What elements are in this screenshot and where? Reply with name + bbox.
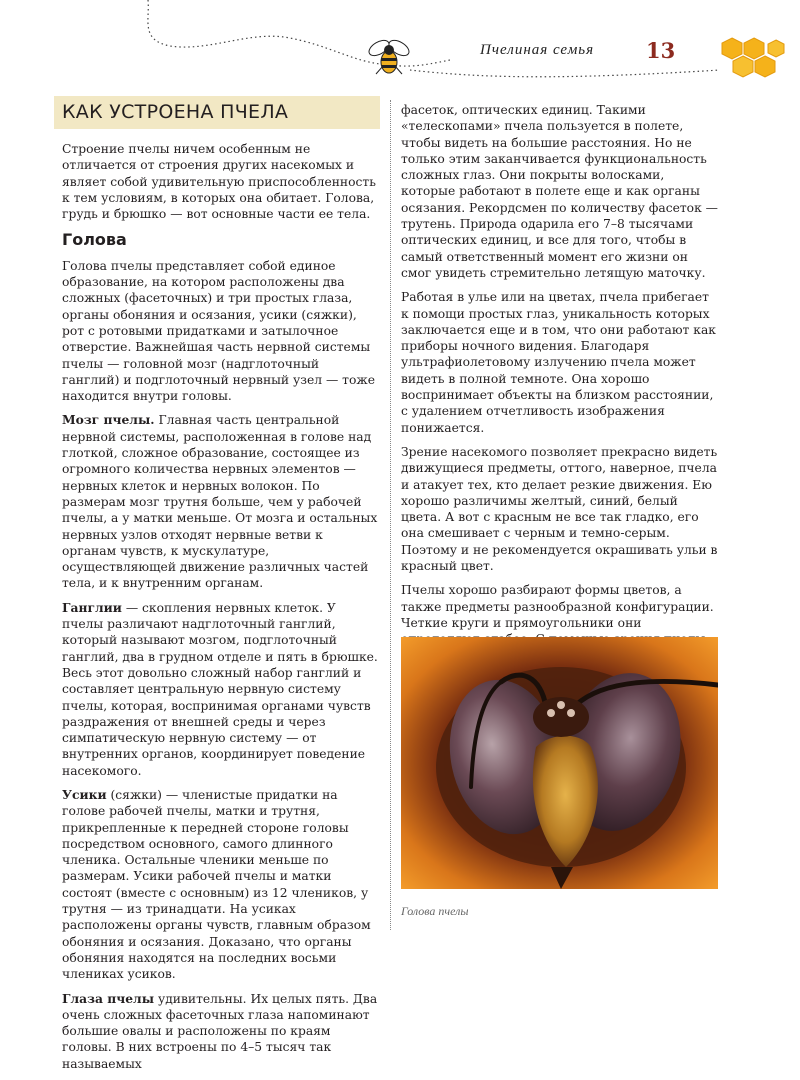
article-title: КАК УСТРОЕНА ПЧЕЛА [62, 101, 289, 124]
paragraph-eyes [62, 991, 380, 1072]
intro-paragraph: Строение пчелы ничем особенным не отличается от строения других насекомых и являет собой удивительную приспособленность к тем условиям, в которых она обитает. Голова, грудь и брюшко — вот основные части ее тела. [62, 142, 376, 222]
bee-head-photo [401, 637, 718, 889]
section-heading: Голова [62, 230, 127, 250]
flight-path-dotted-line [148, 0, 450, 66]
flight-path-line-right [410, 70, 720, 77]
text-antennae: (сяжки) — членистые придатки на голове рабочей пчелы, матки и трутня, прикрепленные к передней стороне головы посредством основного, самого длинного членика. Остальные членики меньше по размерам. Усики рабочей пчелы и матки состоят (вместе с основным) из 12 члеников, у трутня — из тринадцати. На усиках расположены органы чувств, главным образом обоняния и осязания. Доказано, что органы обоняния находятся на последних восьми члениках усиков. [62, 787, 371, 982]
paragraph-facets: фасеток, оптических единиц. Такими «телескопами» пчела пользуется в полете, чтобы видеть на большие расстояния. Но не только этим заканчивается функциональность сложных глаз. Они покрыты волосками, которые работают в полете еще и как органы осязания. Рекордсмен по количеству фасеток — трутень. Природа одарила его 7–8 тысячами оптических единиц, и все для того, чтобы в самый ответственный момент его жизни он смог увидеть стремительно летящую маточку. [401, 103, 718, 280]
text-ganglia: — скопления нервных клеток. У пчелы различают надглоточный ганглий, который называют мозгом, подглоточный ганглий, два в грудном отделе и пять в брюшке. Весь этот довольно сложный набор ганглий и составляет центральную нервную систему пчелы, которая, воспринимая органами чувств раздражения от внешней среды и через симпатическую нервную систему — от внутренних органов, координирует поведение насекомого. [62, 600, 378, 778]
left-column [62, 96, 380, 1080]
text-eyes: удивительны. Их целых пять. Два очень сложных фасеточных глаза напоминают большие овалы и расположены по краям головы. В них встроены по 4–5 тысяч так называемых [62, 991, 378, 1071]
paragraph-brain [62, 412, 380, 591]
right-column [401, 102, 719, 721]
term-brain: Мозг пчелы. [62, 412, 155, 428]
title-box [54, 96, 380, 129]
paragraph-vision-colors: Зрение насекомого позволяет прекрасно видеть движущиеся предметы, оттого, наверное, пчела и атакует тех, кто делает резкие движения. Ею хорошо различимы желтый, синий, белый цвета. А вот с красным не все так гладко, его она смешивает с черным и темно-серым. Поэтому и не рекомендуется окрашивать ульи в красный цвет. [401, 444, 718, 574]
header-decoration [0, 0, 800, 100]
honeycomb-icon [722, 38, 784, 77]
page-number: 13 [646, 38, 676, 63]
term-eyes: Глаза пчелы [62, 990, 155, 1006]
paragraph-head: Голова пчелы представляет собой единое образование, на котором расположены два сложных (фасеточных) и три простых глаза, органы обоняния и осязания, усики (сяжки), рот с ротовыми придатками и затылочное отверстие. Важнейшая часть нервной системы пчелы — головной мозг (надглоточный ганглий) и подглоточный нервный узел — тоже находится внутри головы. [62, 258, 375, 404]
photo-caption: Голова пчелы [401, 904, 469, 918]
term-ganglia: Ганглии [62, 599, 122, 615]
paragraph-vision-shapes: Пчелы хорошо разбирают формы цветов, а также предметы разнообразной конфигурации. Четкие круги и прямоугольники они [401, 583, 714, 630]
running-title: Пчелиная семья [480, 42, 595, 58]
column-divider [390, 100, 391, 930]
paragraph-ganglia [62, 600, 380, 779]
paragraph-antennae [62, 787, 380, 983]
text-brain: Главная часть центральной нервной системы, расположенная в голове над глоткой, сложное образование, состоящее из огромного количества нервных элементов — нервных клеток и нервных волокон. По размерам мозг трутня больше, чем у рабочей пчелы, а у матки меньше. От мозга и остальных нервных узлов отходят нервные ветви к органам чувств, к мускулатуре, осуществляющей движение различных частей тела, и к внутренним органам. [62, 413, 378, 591]
bee-icon [366, 37, 411, 74]
paragraph-simple-eyes: Работая в улье или на цветах, пчела прибегает к помощи простых глаз, уникальность которых заключается еще и в том, что они работают как приборы ночного видения. Благодаря ультрафиолетовому излучению пчела может видеть в полной темноте. Она хорошо воспринимает объекты на близком расстоянии, с удалением отчетливость изображения понижается. [401, 290, 716, 435]
term-antennae: Усики [62, 786, 107, 802]
